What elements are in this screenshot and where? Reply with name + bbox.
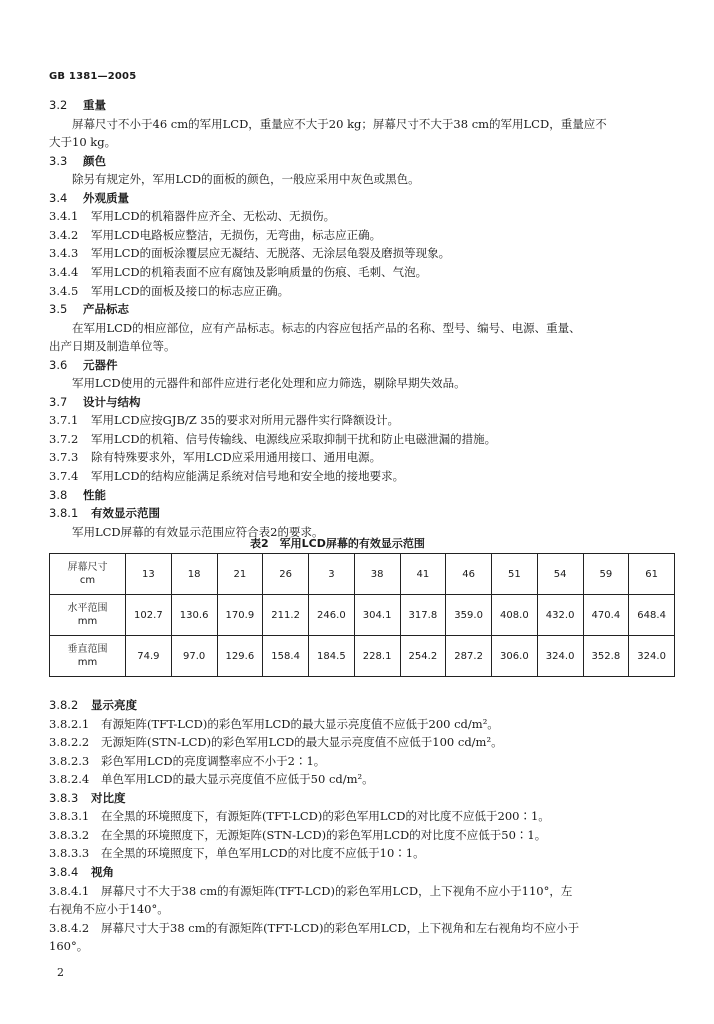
display-range-table xyxy=(49,553,675,677)
clause-number: 3.8.2.4 xyxy=(49,772,90,787)
clause-number: 3.4.2 xyxy=(49,227,79,242)
clause-number: 3.8.4.1 xyxy=(49,883,90,898)
screen-size-cell: 3 xyxy=(309,554,355,595)
clause-heading: 有效显示范围 xyxy=(91,506,160,521)
clause-heading: 外观质量 xyxy=(83,190,129,205)
clause-text: 出产日期及制造单位等。 xyxy=(49,339,176,354)
lower-line-10 xyxy=(49,884,572,898)
clause-number: 3.8.2.1 xyxy=(49,716,90,731)
horizontal-range-cell: 304.1 xyxy=(354,595,400,636)
vertical-range-cell: 254.2 xyxy=(400,636,446,677)
clause-text: 在军用LCD的相应部位，应有产品标志。标志的内容应包括产品的名称、型号、编号、电源、重量、 xyxy=(72,320,581,335)
clause-text: 军用LCD应按GJB/Z 35的要求对所用元器件实行降额设计。 xyxy=(91,413,400,428)
vertical-range-cell: 287.2 xyxy=(446,636,492,677)
clause-number: 3.7.4 xyxy=(49,469,79,483)
upper-line-1 xyxy=(72,117,607,131)
lower-line-3 xyxy=(49,754,325,768)
vertical-range-cell: 97.0 xyxy=(171,636,217,677)
upper-line-3 xyxy=(49,154,106,168)
clause-text: 军用LCD的机箱表面不应有腐蚀及影响质量的伤痕、毛刺、气泡。 xyxy=(91,264,428,279)
clause-heading: 对比度 xyxy=(91,790,126,805)
horizontal-range-cell: 648.4 xyxy=(629,595,675,636)
clause-number: 3.8.2.2 xyxy=(49,735,90,750)
screen-size-cell: 38 xyxy=(354,554,400,595)
clause-text: 大于10 kg。 xyxy=(49,135,117,150)
upper-line-4 xyxy=(72,172,420,186)
lower-line-1 xyxy=(49,717,499,731)
screen-size-cell: 51 xyxy=(492,554,538,595)
clause-heading: 设计与结构 xyxy=(83,394,141,409)
clause-heading: 视角 xyxy=(91,864,114,879)
standard-number-header: GB 1381—2005 xyxy=(49,71,137,82)
clause-text: 在全黑的环境照度下，无源矩阵(STN-LCD)的彩色军用LCD的对比度不应低于50∶1。 xyxy=(101,827,547,842)
vertical-range-cell: 158.4 xyxy=(263,636,309,677)
clause-number: 3.8.1 xyxy=(49,506,79,521)
vertical-range-cell: 324.0 xyxy=(629,636,675,677)
lower-line-0 xyxy=(49,698,137,712)
upper-line-21 xyxy=(49,488,106,502)
table-row-horizontal xyxy=(50,595,675,636)
screen-size-cell: 13 xyxy=(126,554,172,595)
clause-text: 在全黑的环境照度下，有源矩阵(TFT-LCD)的彩色军用LCD的对比度不应低于200∶1。 xyxy=(101,809,550,824)
upper-line-14 xyxy=(49,358,118,372)
clause-number: 3.4.4 xyxy=(49,264,79,279)
clause-text: 军用LCD的面板及接口的标志应正确。 xyxy=(91,283,290,298)
clause-heading: 性能 xyxy=(83,487,106,502)
clause-text: 单色军用LCD的最大显示亮度值不应低于50 cd/m²。 xyxy=(101,772,374,787)
upper-line-18 xyxy=(49,432,496,446)
clause-text: 除有特殊要求外，军用LCD应采用通用接口、通用电源。 xyxy=(91,450,382,465)
clause-number: 3.7 xyxy=(49,394,68,409)
clause-number: 3.8.3 xyxy=(49,790,79,805)
horizontal-range-cell: 408.0 xyxy=(492,595,538,636)
upper-line-20 xyxy=(49,469,404,483)
clause-number: 3.7.3 xyxy=(49,450,79,465)
horizontal-range-cell: 359.0 xyxy=(446,595,492,636)
clause-text: 军用LCD的结构应能满足系统对信号地和安全地的接地要求。 xyxy=(91,469,405,483)
vertical-range-cell: 306.0 xyxy=(492,636,538,677)
table-row-screen-size xyxy=(50,554,675,595)
vertical-range-cell: 228.1 xyxy=(354,636,400,677)
clause-number: 3.7.1 xyxy=(49,413,79,428)
clause-heading: 产品标志 xyxy=(83,302,129,317)
clause-text: 除另有规定外，军用LCD的面板的颜色，一般应采用中灰色或黑色。 xyxy=(72,172,420,187)
upper-line-12 xyxy=(72,321,581,335)
clause-text: 右视角不应小于140°。 xyxy=(49,902,169,917)
upper-line-19 xyxy=(49,450,381,464)
horizontal-range-cell: 246.0 xyxy=(309,595,355,636)
clause-text: 军用LCD的机箱、信号传输线、电源线应采取抑制干扰和防止电磁泄漏的措施。 xyxy=(91,431,497,446)
clause-heading: 颜色 xyxy=(83,153,106,168)
clause-text: 160°。 xyxy=(49,939,89,954)
upper-line-17 xyxy=(49,413,399,427)
clause-text: 军用LCD的面板涂覆层应无凝结、无脱落、无涂层龟裂及磨损等现象。 xyxy=(91,246,451,261)
clause-number: 3.3 xyxy=(49,153,68,168)
screen-size-cell: 41 xyxy=(400,554,446,595)
clause-text: 无源矩阵(STN-LCD)的彩色军用LCD的最大显示亮度值不应低于100 cd/m²。 xyxy=(101,735,503,750)
vertical-range-cell: 352.8 xyxy=(583,636,629,677)
clause-heading: 显示亮度 xyxy=(91,698,137,712)
lower-line-7 xyxy=(49,828,546,842)
clause-text: 屏幕尺寸不大于38 cm的有源矩阵(TFT-LCD)的彩色军用LCD，上下视角不应小于110°，左 xyxy=(101,883,573,898)
horizontal-range-cell: 102.7 xyxy=(126,595,172,636)
upper-line-16 xyxy=(49,395,141,409)
lower-line-11 xyxy=(49,902,169,916)
screen-size-cell: 46 xyxy=(446,554,492,595)
table-header-horizontal: 水平范围 mm xyxy=(50,595,126,636)
clause-number: 3.5 xyxy=(49,302,68,317)
table-row-vertical xyxy=(50,636,675,677)
horizontal-range-cell: 317.8 xyxy=(400,595,446,636)
upper-line-22 xyxy=(49,506,160,520)
lower-line-4 xyxy=(49,772,374,786)
upper-line-7 xyxy=(49,228,381,242)
upper-line-8 xyxy=(49,246,450,260)
clause-number: 3.8 xyxy=(49,487,68,502)
lower-line-9 xyxy=(49,865,114,879)
horizontal-range-cell: 211.2 xyxy=(263,595,309,636)
clause-text: 在全黑的环境照度下，单色军用LCD的对比度不应低于10∶1。 xyxy=(101,846,425,861)
clause-heading: 元器件 xyxy=(83,357,118,372)
clause-number: 3.6 xyxy=(49,357,68,372)
lower-line-2 xyxy=(49,735,503,749)
vertical-range-cell: 324.0 xyxy=(537,636,583,677)
horizontal-range-cell: 470.4 xyxy=(583,595,629,636)
screen-size-cell: 61 xyxy=(629,554,675,595)
upper-line-2 xyxy=(49,135,116,149)
clause-number: 3.8.4 xyxy=(49,864,79,879)
clause-text: 有源矩阵(TFT-LCD)的彩色军用LCD的最大显示亮度值不应低于200 cd/m²。 xyxy=(101,716,499,731)
horizontal-range-cell: 130.6 xyxy=(171,595,217,636)
clause-text: 屏幕尺寸大于38 cm的有源矩阵(TFT-LCD)的彩色军用LCD，上下视角和左右视角均不应小于 xyxy=(101,920,580,935)
lower-line-13 xyxy=(49,939,88,953)
screen-size-cell: 26 xyxy=(263,554,309,595)
horizontal-range-cell: 432.0 xyxy=(537,595,583,636)
clause-number: 3.8.3.2 xyxy=(49,827,90,842)
table-header-vertical: 垂直范围 mm xyxy=(50,636,126,677)
upper-line-6 xyxy=(49,209,335,223)
lower-line-12 xyxy=(49,921,579,935)
clause-number: 3.4.3 xyxy=(49,246,79,261)
clause-number: 3.8.2.3 xyxy=(49,753,90,768)
upper-line-5 xyxy=(49,191,129,205)
upper-line-13 xyxy=(49,339,176,353)
vertical-range-cell: 74.9 xyxy=(126,636,172,677)
screen-size-cell: 18 xyxy=(171,554,217,595)
clause-number: 3.8.3.1 xyxy=(49,809,90,824)
page-number: 2 xyxy=(57,966,64,979)
upper-line-0 xyxy=(49,98,106,112)
table-header-screen-size: 屏幕尺寸 cm xyxy=(50,554,126,595)
vertical-range-cell: 129.6 xyxy=(217,636,263,677)
clause-number: 3.8.3.3 xyxy=(49,846,90,861)
upper-line-9 xyxy=(49,265,427,279)
clause-number: 3.8.2 xyxy=(49,698,79,712)
upper-line-11 xyxy=(49,302,129,316)
clause-number: 3.8.4.2 xyxy=(49,920,90,935)
clause-text: 军用LCD电路板应整洁，无损伤，无弯曲，标志应正确。 xyxy=(91,227,382,242)
lower-line-5 xyxy=(49,791,126,805)
vertical-range-cell: 184.5 xyxy=(309,636,355,677)
table-caption: 表2 军用LCD屏幕的有效显示范围 xyxy=(250,537,425,550)
clause-number: 3.2 xyxy=(49,98,68,112)
lower-line-8 xyxy=(49,846,425,860)
upper-line-15 xyxy=(72,376,466,390)
clause-text: 彩色军用LCD的亮度调整率应不小于2∶1。 xyxy=(101,753,326,768)
clause-text: 军用LCD使用的元器件和部件应进行老化处理和应力筛选，剔除早期失效品。 xyxy=(72,376,466,391)
clause-number: 3.4.1 xyxy=(49,209,79,224)
clause-text: 军用LCD屏幕的有效显示范围应符合表2的要求。 xyxy=(72,524,324,539)
screen-size-cell: 54 xyxy=(537,554,583,595)
clause-text: 屏幕尺寸不小于46 cm的军用LCD，重量应不大于20 kg；屏幕尺寸不大于38 cm的军用LCD，重量应不 xyxy=(72,116,607,131)
upper-line-10 xyxy=(49,284,289,298)
clause-heading: 重量 xyxy=(83,98,106,112)
clause-number: 3.4 xyxy=(49,190,68,205)
clause-number: 3.7.2 xyxy=(49,431,79,446)
clause-text: 军用LCD的机箱器件应齐全、无松动、无损伤。 xyxy=(91,209,336,224)
horizontal-range-cell: 170.9 xyxy=(217,595,263,636)
clause-number: 3.4.5 xyxy=(49,283,79,298)
lower-line-6 xyxy=(49,809,550,823)
screen-size-cell: 59 xyxy=(583,554,629,595)
screen-size-cell: 21 xyxy=(217,554,263,595)
